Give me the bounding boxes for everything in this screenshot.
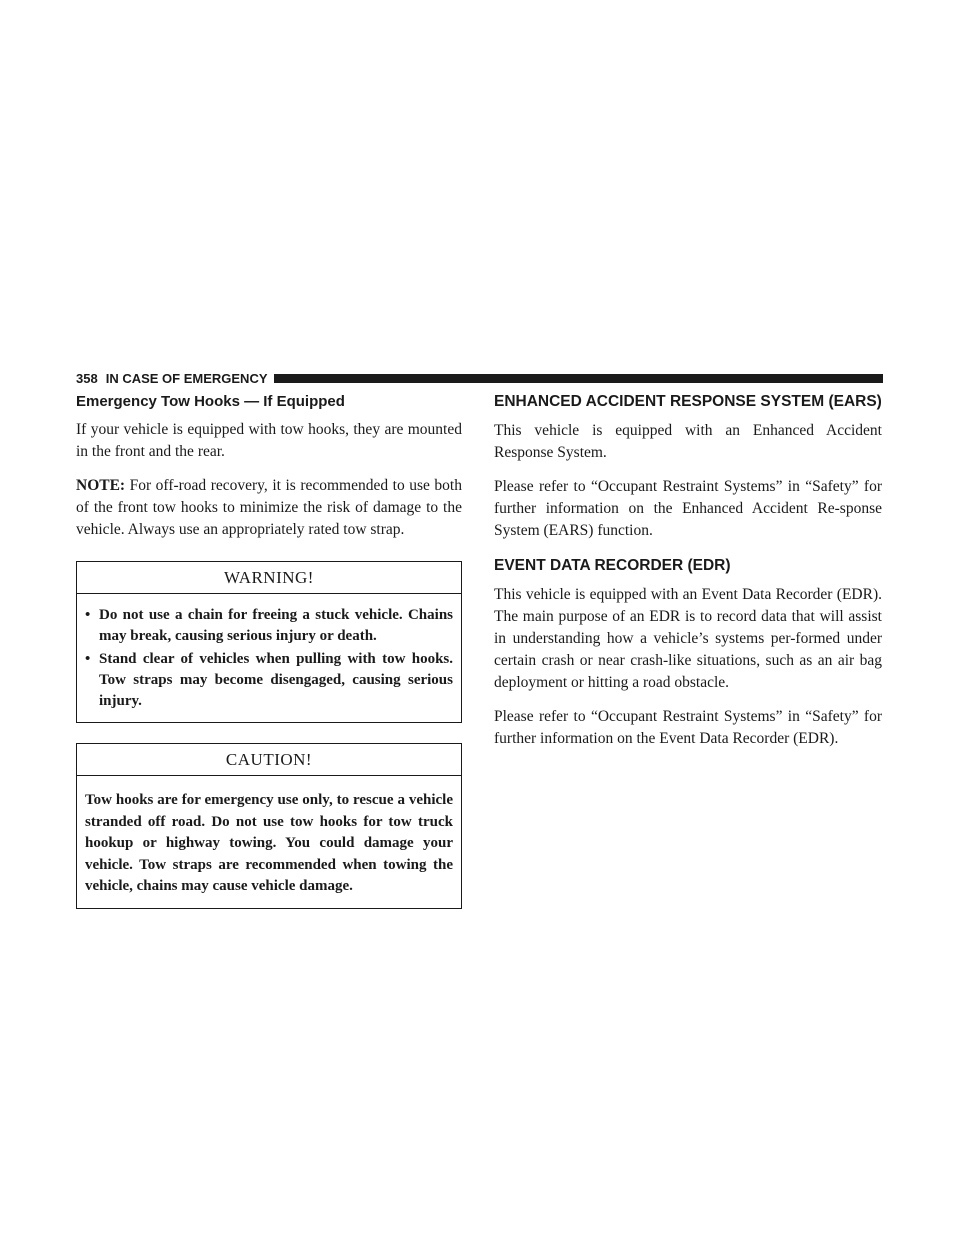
ears-heading: ENHANCED ACCIDENT RESPONSE SYSTEM (EARS) xyxy=(494,393,882,410)
page-number: 358 xyxy=(76,370,98,386)
section-title: IN CASE OF EMERGENCY xyxy=(105,370,268,386)
left-column xyxy=(76,392,462,909)
note-paragraph xyxy=(76,475,462,541)
edr-paragraph-1: This vehicle is equipped with an Event Data Recorder (EDR). The main purpose of an EDR is to record data that will assist in understanding how a vehicle’s systems per-formed under certain crash or near crash-like situations, such as an air bag deployment or hitting a road obstacle. xyxy=(494,586,882,691)
warning-item: • Do not use a chain for freeing a stuck vehicle. Chains may break, causing serious injury or death. xyxy=(85,607,453,644)
ears-paragraph-2: Please refer to “Occupant Restraint Systems” in “Safety” for further information on the Enhanced Accident Re-sponse System (EARS) function. xyxy=(494,478,882,539)
bullet-icon: • xyxy=(85,651,91,667)
warning-title: WARNING! xyxy=(77,562,461,594)
header-rule xyxy=(274,374,884,383)
note-label: NOTE: xyxy=(76,477,126,494)
warning-box xyxy=(76,561,462,723)
tow-hooks-heading: Emergency Tow Hooks — If Equipped xyxy=(76,393,345,410)
edr-paragraph-2: Please refer to “Occupant Restraint Systems” in “Safety” for further information on the Event Data Recorder (EDR). xyxy=(494,708,882,747)
bullet-icon: • xyxy=(85,607,91,623)
ears-paragraph-1: This vehicle is equipped with an Enhanced Accident Response System. xyxy=(494,422,882,461)
caution-box xyxy=(76,743,462,909)
caution-title: CAUTION! xyxy=(77,744,461,776)
right-column xyxy=(494,392,882,762)
tow-hooks-paragraph: If your vehicle is equipped with tow hooks, they are mounted in the front and the rear. xyxy=(76,421,462,460)
warning-item: • Stand clear of vehicles when pulling with tow hooks. Tow straps may become disengaged, causing serious injury. xyxy=(85,651,453,709)
caution-text: Tow hooks are for emergency use only, to rescue a vehicle stranded off road. Do not use tow hooks for tow truck hookup or highway towing. You could damage your vehicle. Tow straps are recommended when towing the vehicle, chains may cause vehicle damage. xyxy=(85,792,453,894)
warning-list xyxy=(85,605,453,712)
note-text: For off-road recovery, it is recommended to use both of the front tow hooks to minimize the risk of damage to the vehicle. Always use an appropriately rated tow strap. xyxy=(76,477,462,538)
page-header xyxy=(76,370,883,386)
edr-heading: EVENT DATA RECORDER (EDR) xyxy=(494,557,731,574)
